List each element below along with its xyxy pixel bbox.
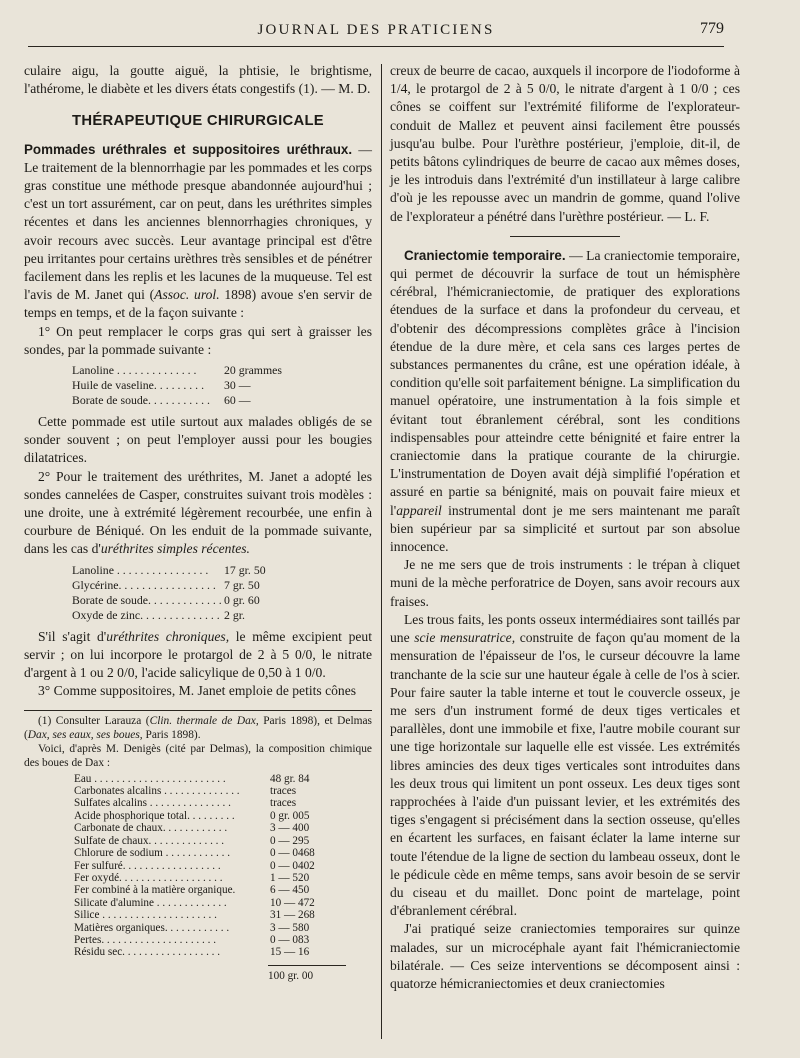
component-name: Fer combiné à la matière organique. [74,884,236,897]
technique-text-end: construite de façon qu'au moment de la mensuration de l'épaisseur de l'os, le curseur découvre la lame tranchante de la scie sur une hauteur égale à celle de l'os à scier. Pour faire sauter la table interne et tout le couvercle osseux, je me sers d'un instrument formé de deux tiges verticales et parallèles, dont une immobile et fixe, l'autre mobile courant sur une tige horizontale sur laquelle elle est vissée. Les extrémités libres amincies des deux tiges verticales sont introduites dans les deux trous qui limitent un pont osseux. Les deux tiges sont rapprochées à l'aide d'un puissant levier, et les extrémités des tiges s'engagent si précisément dans la section osseuse, qu'elles en écartent les surfaces, en faisant éclater la lame interne sur toute l'étendue de la ligne de section du lambeau osseux, dont le le pédicule cède en même temps, sans avoir besoin de se servir du ciseau et du maillet. Donc point de martelage, point d'ébranlement cérébral. [390,630,740,919]
article-title-craniectomie: Craniectomie temporaire. [404,247,566,263]
composition-row [74,884,354,896]
composition-row [74,909,354,921]
recipe-row [72,563,312,578]
component-amount: 15 — 16 [270,946,310,959]
composition-row [74,822,354,834]
section-heading: THÉRAPEUTIQUE CHIRURGICALE [72,113,324,130]
composition-total: 100 gr. 00 [268,965,346,982]
component-name: Silice . . . . . . . . . . . . . . . . . . . . . [74,909,217,922]
method-2-text: 2° Pour le traitement des uréthrites, M. Janet a adopté les sondes cannelées de Casper, construites suivant trois modèles : une droite, une à extrémité légèrement recourbée, une enfin à courbure de Béniqué. On les enduit de la pommade suivante, dans les cas d' [24,468,372,557]
composition-table [74,773,354,983]
composition-row [74,847,354,859]
component-amount: 48 gr. 84 [270,772,310,785]
footnote-text: Paris 1898). [142,729,201,742]
chronic-text-start: S'il s'agit d' [38,628,107,644]
ingredient-amount: 30 — [224,378,251,393]
composition-row [74,872,354,884]
ingredient-name: Lanoline . . . . . . . . . . . . . . [72,363,197,378]
footnote-text: Paris 1898), et Delmas ( [24,715,372,742]
technique-text-start: Les trous faits, les ponts osseux intermédiaires sont taillés par une [390,611,741,646]
recipe-row [72,363,312,378]
right-column [390,62,740,993]
results-paragraph: J'ai pratiqué seize craniectomies temporaires sur quinze malades, sur un microcéphale ayant fait l'hémicraniectomie bilatérale. — Ces seize interventions se décomposent ainsi : quatorze hémicraniectomies et deux craniectomies [390,921,740,991]
chronic-paragraph [24,628,372,683]
intro-paragraph: culaire aigu, la goutte aiguë, la phtisie, le brightisme, l'athérome, le diabète et les divers états congestifs (1). — M. D. [24,63,372,97]
component-name: Silicate d'alumine . . . . . . . . . . . . . [74,896,227,909]
column-divider [381,64,382,1039]
recipe-row [72,578,312,593]
component-name: Sulfates alcalins . . . . . . . . . . . . . . . [74,797,231,810]
composition-row [74,860,354,872]
article-title-pommades: Pommades uréthrales et suppositoires uréthraux. [24,141,353,157]
footnotes [24,710,372,982]
component-name: Pertes. . . . . . . . . . . . . . . . . . . . . [74,933,217,946]
cones-paragraph: creux de beurre de cacao, auxquels il incorpore de l'iodoforme à 1/4, le protargol de 2 à 5 0/0, le nitrate d'argent à 1 0/0 ; ces cônes se coiffent sur l'extrémité filiforme de l'explorateur-conduit de Mallez et peuvent ainsi facilement être poussés jusqu'au bulbe. Pour l'urèthre postérieur, j'emploie, dit-il, de petits bâtons cylindriques de beurre de cacao aux mêmes doses, je les introduis dans l'extrémité d'un instillateur à large calibre d'où je les repousse avec un mandrin de gomme, quand l'olive de l'explorateur a pénétré dans l'urèthre postérieur. — L. F. [390,63,740,224]
component-name: Eau . . . . . . . . . . . . . . . . . . . . . . . . [74,772,226,785]
ingredient-amount: 7 gr. 50 [224,577,260,592]
recipe-row [72,608,312,623]
ingredient-name: Borate de soude. . . . . . . . . . . [72,393,210,408]
craniectomie-text: — La craniectomie temporaire, qui permet de découvrir la surface de tout un hémisphère cérébral, l'hémicraniectomie, de pratiquer des explorations étendues de la surface et dans la profondeur du cerveau, et d'obtenir des décompressions complètes grâce à l'incision étendue de la dure mère, et cela sans ces larges pertes de substances permanentes du crâne, est une opération idéale, à condition qu'elle soit parfaitement bénigne. La simplification du manuel opératoire, une instrumentation à la fois simple et évitant tout ébranlement cérébral, sont les conditions indispensables pour atteindre cette bénignité et faire entrer la craniectomie dans la pratique courante de la chirurgie. L'instrumentation de Doyen avait déjà simplifié l'opération et assuré en partie sa bénignité, mais on pouvait faire mieux et l' [390,247,740,518]
component-amount: 0 — 295 [270,834,310,847]
article-separator [510,236,620,237]
component-amount: 3 — 400 [270,822,310,835]
composition-row [74,773,354,785]
composition-row [74,785,354,797]
component-name: Carbonate de chaux. . . . . . . . . . . . [74,822,228,835]
component-name: Matières organiques. . . . . . . . . . . . [74,921,230,934]
component-amount: 0 gr. 005 [270,809,310,822]
composition-row [74,946,354,958]
footnote-1 [24,715,372,743]
instruments-paragraph: Je ne me sers que de trois instruments : le trépan à cliquet muni de la mèche perforatrice de Doyen, sans avoir recours aux fraises. [390,557,740,609]
component-name: Fer oxydé. . . . . . . . . . . . . . . . . . . [74,871,223,884]
ingredient-name: Borate de soude. . . . . . . . . . . . . [72,592,222,607]
chronic-text-end: le même excipient peut servir ; on lui incorpore le protargol de 2 à 5 0/0, le nitrate d'argent à 1 ou 2 0/0, l'acide salicylique de 0,50 à 1 0/0. [24,628,372,681]
page-number: 779 [700,20,724,37]
method-2-paragraph [24,468,372,559]
composition-row [74,922,354,934]
recipe-row [72,378,312,393]
component-name: Acide phosphorique total. . . . . . . . . [74,809,235,822]
method-2-italic: uréthrites simples récentes. [100,541,250,557]
pommades-citation: Assoc. urol. [154,287,220,303]
ingredient-amount: 2 gr. [224,607,245,622]
footnote-text: (1) Consulter Larauza ( [38,715,150,728]
technique-italic: scie mensuratrice, [414,630,516,646]
component-name: Sulfate de chaux. . . . . . . . . . . . . . [74,834,225,847]
ingredient-name: Oxyde de zinc. . . . . . . . . . . . . . [72,607,220,622]
component-amount: traces [270,785,297,798]
technique-paragraph [390,611,740,920]
ingredient-amount: 20 grammes [224,363,282,378]
composition-row [74,797,354,809]
recipe-row [72,593,312,608]
footnote-italic: Clin. thermale de Dax, [149,715,259,728]
pommades-text: — Le traitement de la blennorrhagie par les pommades et les corps gras constitue une méthode presque abandonnée aujourd'hui ; c'est un tort assurément, car on peut, dans les uréthrites simples récentes et dans les anciennes blennorrhagies chroniques, y avoir recours avec succès. Leur avantage principal est d'être peu irritantes pour certains urèthres très sensibles et de pénétrer facilement dans les replis et les lacunes de la muqueuse. Tel est l'avis de M. Janet qui ( [24,141,373,303]
composition-row [74,934,354,946]
component-amount: 3 — 580 [270,921,310,934]
component-amount: 10 — 472 [270,896,315,909]
component-amount: 0 — 0402 [270,859,315,872]
ingredient-name: Huile de vaseline. . . . . . . . . [72,378,205,393]
pommades-text-end: 1898) avoue s'en servir de temps en temps, et de la façon suivante : [24,287,373,321]
composition-row [74,810,354,822]
journal-title: JOURNAL DES PRATICIENS [257,22,495,38]
chronic-italic: uréthrites chroniques, [106,628,230,644]
composition-row [74,897,354,909]
ingredient-amount: 0 gr. 60 [224,592,260,607]
ingredient-amount: 17 gr. 50 [224,562,266,577]
component-amount: 31 — 268 [270,909,315,922]
craniectomie-paragraph [390,247,740,556]
pommade-use-paragraph: Cette pommade est utile surtout aux malades obligés de se sonder souvent ; on peut l'employer aussi pour les bougies dilatatrices. [24,414,372,466]
component-amount: 0 — 0468 [270,847,315,860]
left-column [24,62,372,982]
recipe-row [72,393,312,408]
ingredient-name: Glycérine. . . . . . . . . . . . . . . . . [72,577,216,592]
recipe-table-1 [72,363,312,408]
component-name: Chlorure de sodium . . . . . . . . . . . . [74,847,230,860]
craniectomie-text-end: instrumental dont je me sers maintenant me paraît bien supérieur par sa simplicité et surtout par son absolue innocence. [390,502,740,555]
component-amount: 6 — 450 [270,884,310,897]
method-1-paragraph: 1° On peut remplacer le corps gras qui sert à graisser les sondes, par la pommade suivante : [24,323,372,357]
footnote-composition-intro: Voici, d'après M. Denigès (cité par Delmas), la composition chimique des boues de Dax : [24,743,372,769]
recipe-table-2 [72,563,312,623]
ingredient-amount: 60 — [224,393,251,408]
component-name: Résidu sec. . . . . . . . . . . . . . . . . . [74,946,221,959]
composition-row [74,835,354,847]
component-name: Carbonates alcalins . . . . . . . . . . . . . . [74,785,240,798]
component-name: Fer sulfuré. . . . . . . . . . . . . . . . . . [74,859,221,872]
ingredient-name: Lanoline . . . . . . . . . . . . . . . . [72,562,209,577]
footnote-italic: Dax, ses eaux, ses boues, [27,729,143,742]
component-amount: 1 — 520 [270,871,310,884]
pommades-paragraph [24,141,372,323]
running-header [28,16,724,47]
component-amount: traces [270,797,297,810]
method-3-paragraph: 3° Comme suppositoires, M. Janet emploie de petits cônes [38,683,357,699]
craniectomie-italic: appareil [396,502,442,518]
component-amount: 0 — 083 [270,933,310,946]
